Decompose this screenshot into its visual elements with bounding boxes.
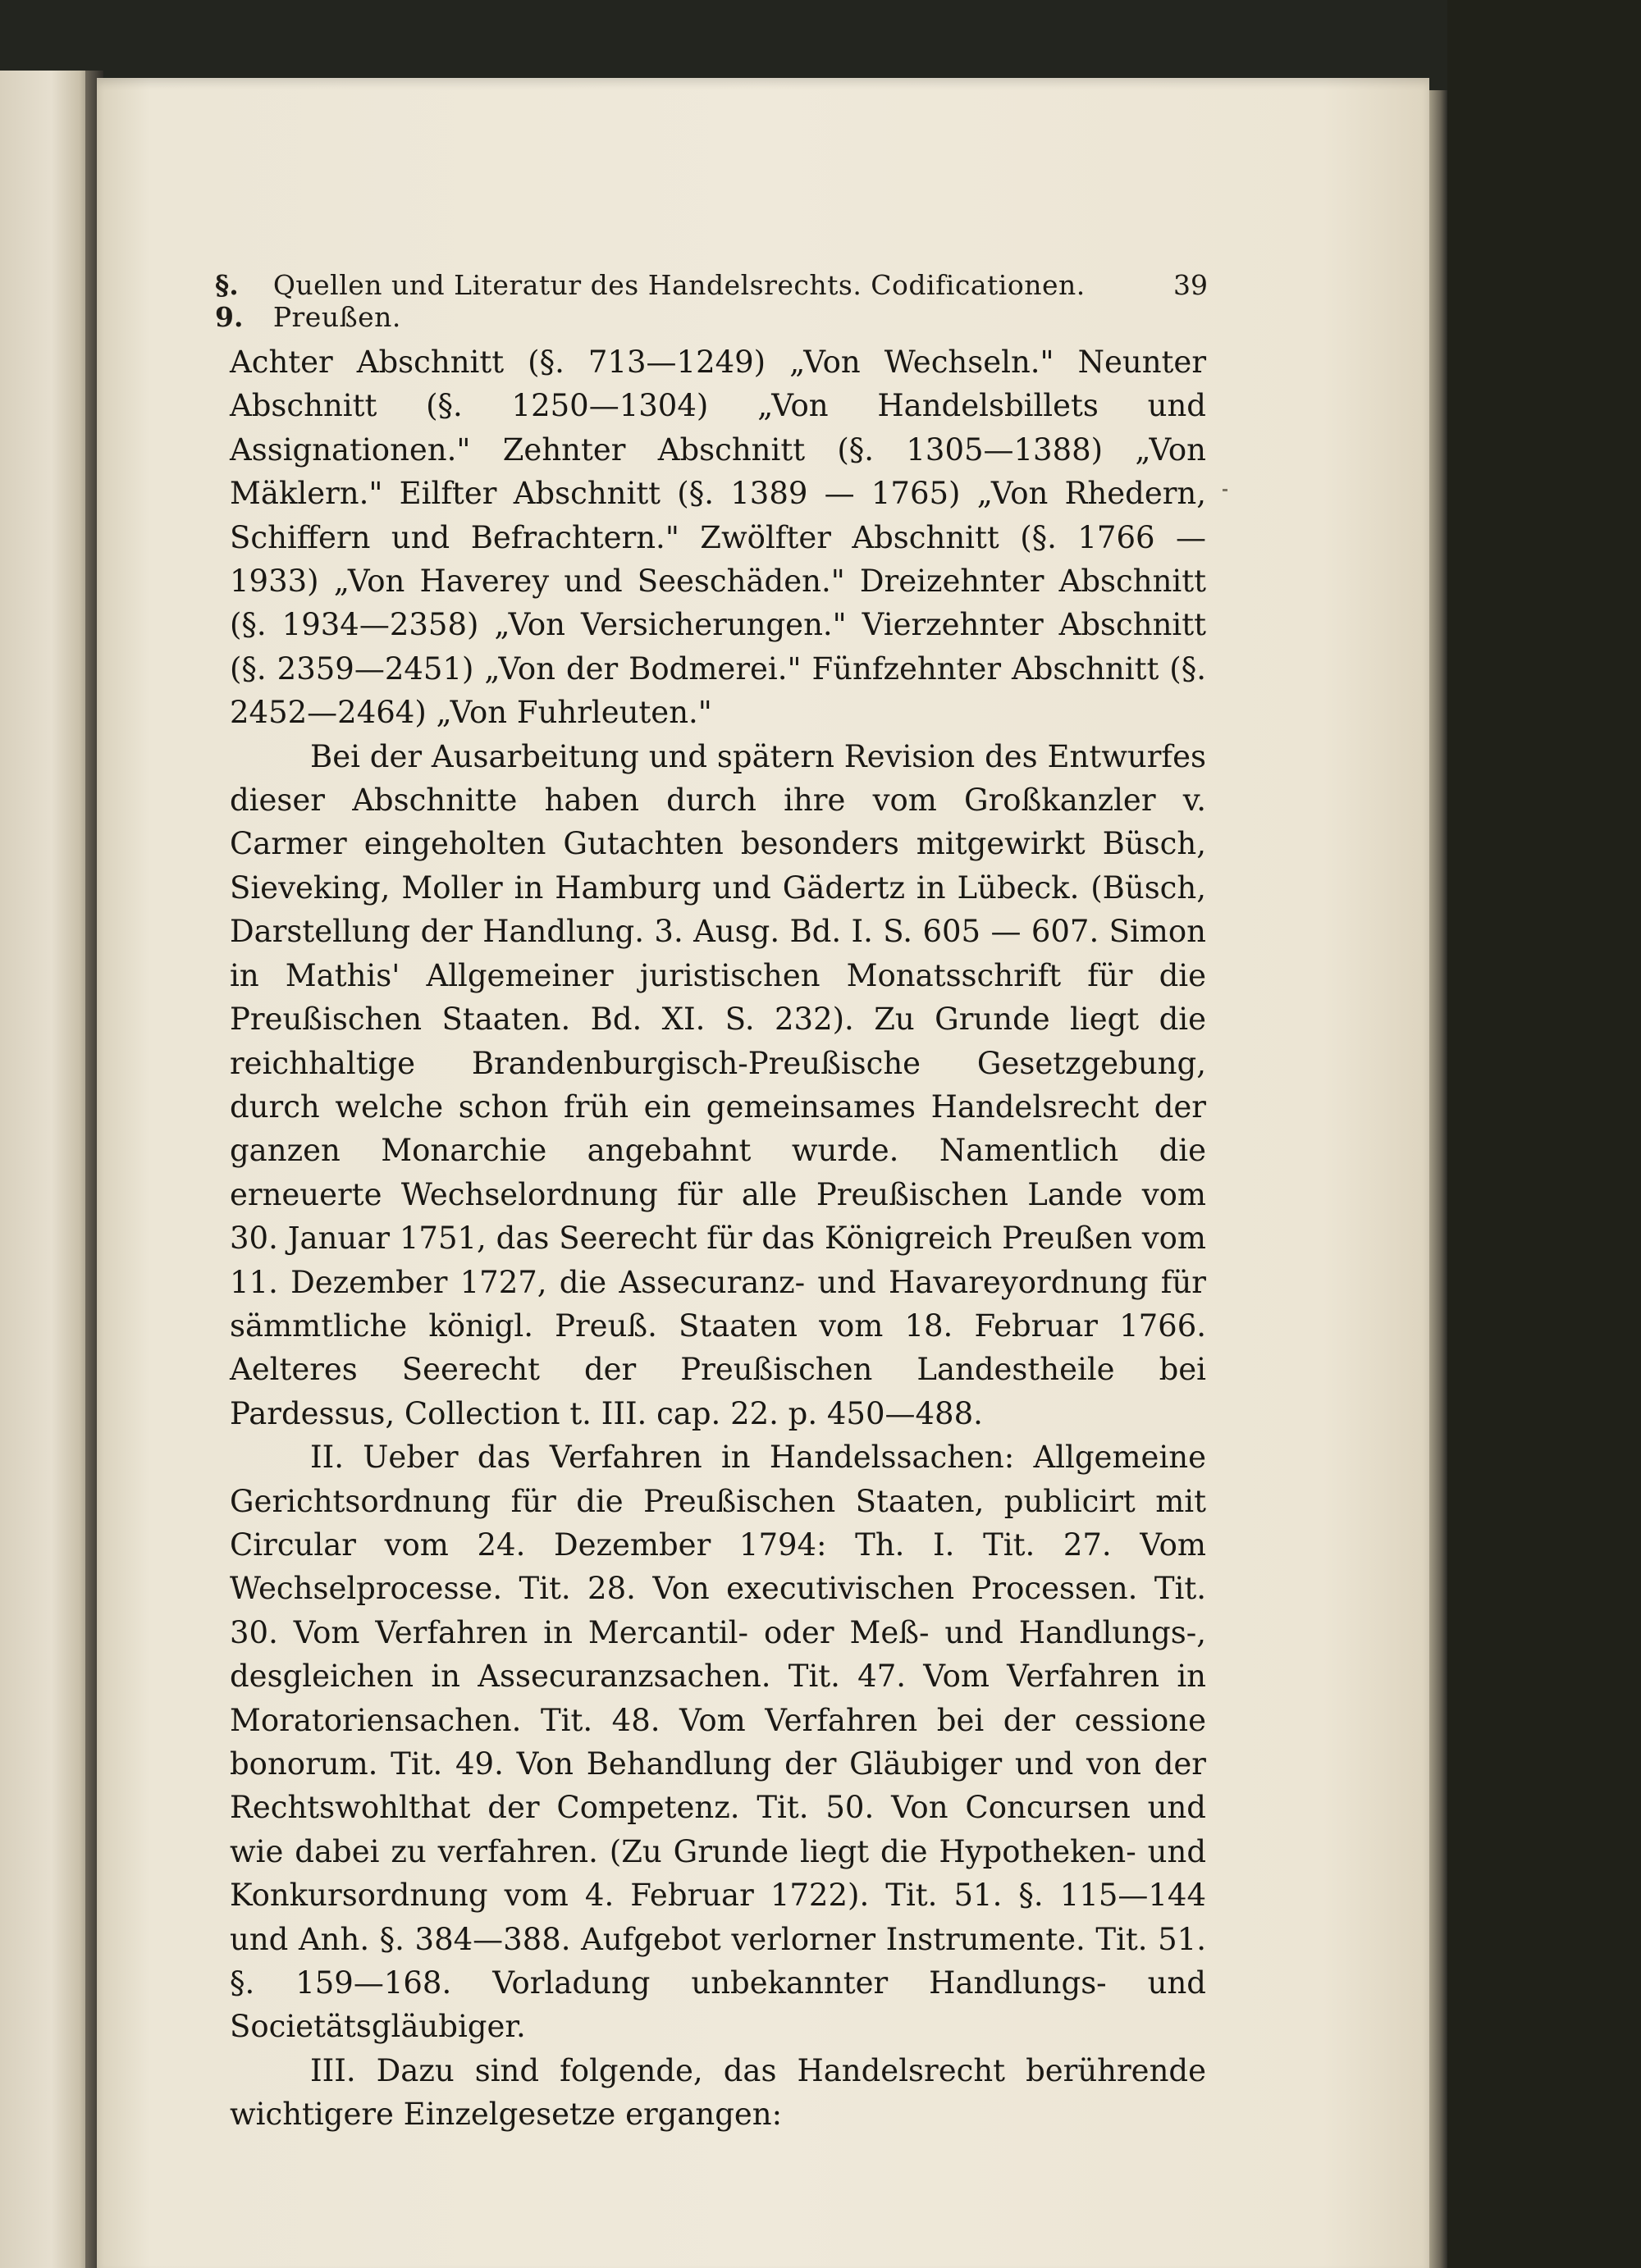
paragraph-individual-laws: III. Dazu sind folgende, das Handelsrecht berührende wichtigere Einzelgesetze ergangen:: [230, 2052, 1206, 2133]
paragraph-procedure: II. Ueber das Verfahren in Handelssachen: Allgemeine Gerichtsordnung für die Preußischen Staaten, publicirt mit Circular vom 24. Dezember 1794: Th. I. Tit. 27. Vom Wechselprocesse. Tit. 28. Von executivischen Processen. Tit. 30. Vom Verfahren in Mercantil- oder Meß- und Handlungs-, desgleichen in Assecuranzsachen. Tit. 47. Vom Verfahren in Moratoriensachen. Tit. 48. Vom Verfahren bei der cessione bonorum. Tit. 49. Von Behandlung der Gläubiger und von der Rechtswohlthat der Competenz. Tit. 50. Von Concursen und wie dabei zu verfahren. (Zu Grunde liegt die Hypotheken- und Konkursordnung vom 4. Februar 1722). Tit. 51. §. 115—144 und Anh. §. 384—388. Aufgebot verlorner Instrumente. Tit. 51. §. 159—168. Vorladung unbekannter Handlungs- und Societätsgläubiger.: [230, 1440, 1206, 2045]
running-head: [215, 269, 1208, 333]
paragraph-drafting-history: Bei der Ausarbeitung und spätern Revision des Entwurfes dieser Abschnitte haben durch ihre vom Großkanzler v. Carmer eingeholten Gutachten besonders mitgewirkt Büsch, Sieveking, Moller in Hamburg und Gädertz in Lübeck. (Büsch, Darstellung der Handlung. 3. Ausg. Bd. I. S. 605 — 607. Simon in Mathis' Allgemeiner juristischen Monatsschrift für die Preußischen Staaten. Bd. XI. S. 232). Zu Grunde liegt die reichhaltige Brandenburgisch-Preußische Gesetzgebung, durch welche schon früh ein gemeinsames Handelsrecht der ganzen Monarchie angebahnt wurde. Namentlich die erneuerte Wechselordnung für alle Preußischen Lande vom 30. Januar 1751, das Seerecht für das Königreich Preußen vom 11. Dezember 1727, die Assecuranz- und Havareyordnung für sämmtliche königl. Preuß. Staaten vom 18. Februar 1766. Aelteres Seerecht der Preußischen Landestheile bei Pardessus, Collection t. III. cap. 22. p. 450—488.: [230, 738, 1206, 1431]
margin-mark: [1223, 489, 1227, 491]
page-number: 39: [1173, 269, 1208, 301]
scan-background: [1447, 0, 1641, 2268]
page-body: [230, 340, 1206, 2137]
running-head-title: Quellen und Literatur des Handelsrechts. Codificationen. Preußen.: [272, 269, 1086, 333]
paragraph-sections-list: Achter Abschnitt (§. 713—1249) „Von Wechseln." Neunter Abschnitt (§. 1250—1304) „Von Handelsbillets und Assignationen." Zehnter Abschnitt (§. 1305—1388) „Von Mäklern." Eilfter Abschnitt (§. 1389 — 1765) „Von Rhedern, Schiffern und Befrachtern." Zwölfter Abschnitt (§. 1766 — 1933) „Von Haverey und Seeschäden." Dreizehnter Abschnitt (§. 1934—2358) „Von Versicherungen." Vierzehnter Abschnitt (§. 2359—2451) „Von der Bodmerei." Fünfzehnter Abschnitt (§. 2452—2464) „Von Fuhrleuten.": [230, 345, 1206, 731]
section-number: §. 9.: [215, 269, 244, 333]
page-fore-edge: [1429, 90, 1447, 2268]
facing-page-edge: [0, 71, 94, 2268]
